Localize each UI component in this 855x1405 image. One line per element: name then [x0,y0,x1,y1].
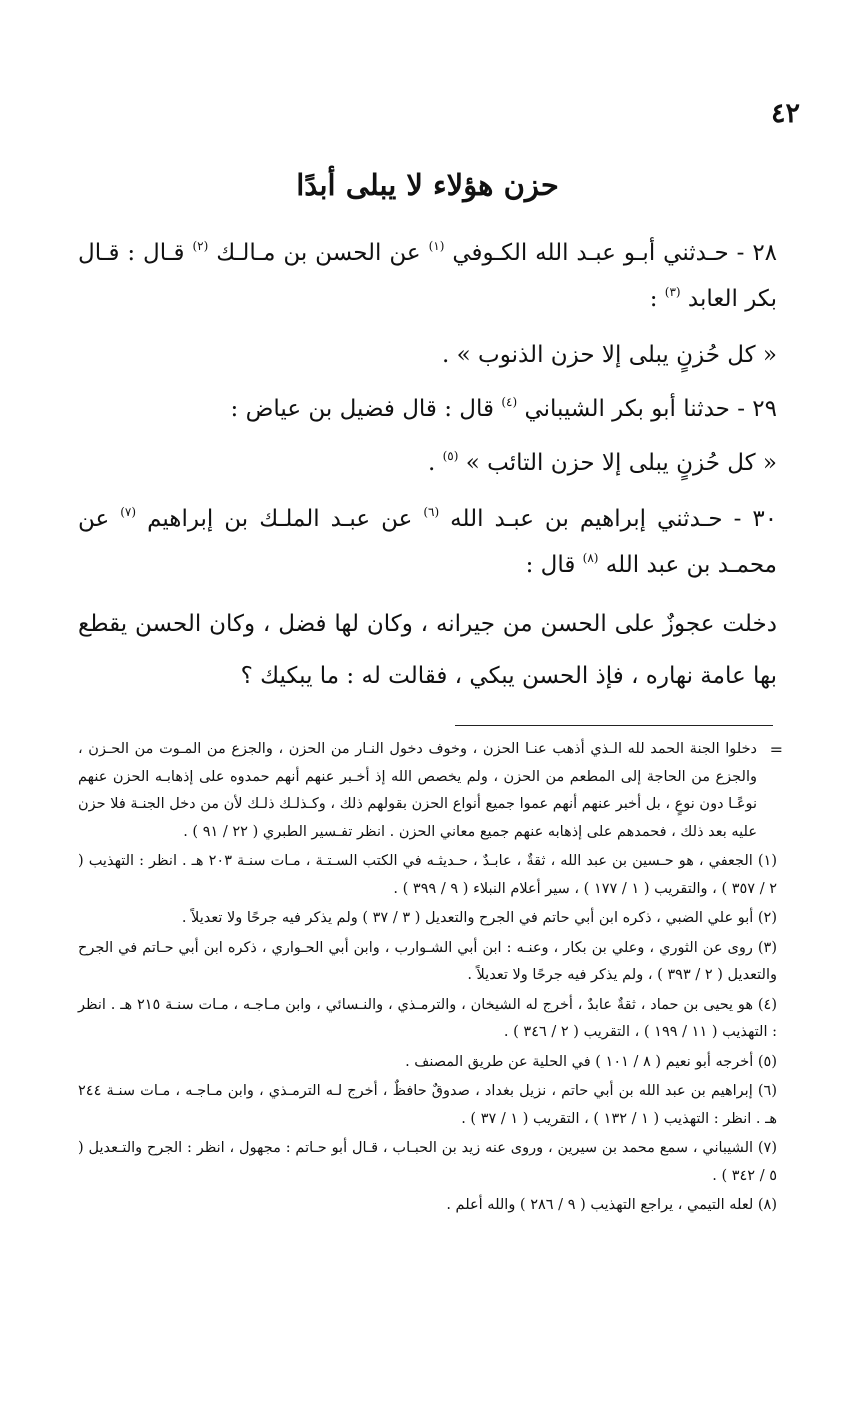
footnote-continuation-text: دخلوا الجنة الحمد لله الـذي أذهب عنـا الحزن ، وخوف دخول النـار من الحزن ، والجزع من المـوت من الحـزن ، والجزع من الحاجة إلى المطعم من الحزن ، ولم يخصص الله إذ أخـبر عنهم أنهم حمدوه على إذهابـه الحزن عنهم نوعًـا دون نوعٍ ، بل أخبر عنهم أنهم عموا جميع أنواع الحزن بقولهم ذلك ، وكـذلـك ذلـك لأن من دخل الجنـة فلا حزن عليه بعد ذلك ، فحمدهم على إذهابه عنهم جميع معاني الحزن . انظر تفـسير الطبري ( ٢٢ / ٩١ ) . [78,741,757,840]
narration-30-text-d: قال : [525,552,576,578]
narration-30-text-c: عن محمـد بن عبد الله [78,506,777,578]
footnote-7: (٧) الشيباني ، سمع محمد بن سيرين ، وروى عنه زيد بن الحبـاب ، قـال أبو حـاتم : مجهول ، انظر : الجرح والتـعديل ( ٥ / ٣٤٢ ) . [78,1140,777,1184]
narration-29-text-b: قال : قال فضيل بن عياض : [230,396,495,422]
narration-28 [78,230,777,322]
footnote-8: (٨) لعله التيمي ، يراجع التهذيب ( ٩ / ٢٨٦ ) والله أعلم . [446,1197,777,1213]
footnote-continuation [78,736,783,846]
footnote-separator [455,725,773,726]
footnote-2: (٢) أبو علي الضبي ، ذكره ابن أبي حاتم في الجرح والتعديل ( ٣ / ٣٧ ) ولم يذكر فيه جرحًا ولا تعديلاً . [181,910,777,926]
narration-28-text-b: عن الحسن بن مـالـك [216,240,421,266]
narration-28-text-c: قـال : قـال بكر العابد [78,240,777,312]
footnote-ref-3: (٣) [664,285,681,299]
footnote-5: (٥) أخرجه أبو نعيم ( ٨ / ١٠١ ) في الحلية عن طريق المصنف . [405,1053,777,1070]
narration-28-text-a: ٢٨ - حـدثني أبـو عبـد الله الكـوفي [452,240,778,266]
footnote-ref-8: (٨) [582,551,599,565]
quote-2 [78,440,777,486]
narration-body: دخلت عجوزٌ على الحسن من جيرانه ، وكان لها فضل ، وكان الحسن يقطع بها عامة نهاره ، فإذ الحسن يبكي ، فقالت له : ما يبكيك ؟ [78,611,777,689]
continuation-mark: = [769,740,783,759]
footnote-4: (٤) هو يحيى بن حماد ، ثقةٌ عابدٌ ، أخرج له الشيخان ، والترمـذي ، والنـسائي ، وابن مـاجـه ، مـات سنـة ٢١٥ هـ . انظر : التهذيب ( ١١ / ١٩٩ ) ، التقريب ( ٢ / ٣٤٦ ) . [78,996,777,1040]
narration-29-text-a: ٢٩ - حدثنا أبو بكر الشيباني [524,396,777,422]
narration-29 [78,386,777,432]
narration-30-text-a: ٣٠ - حـدثني إبراهيم بن عبـد الله [450,506,778,532]
footnote-ref-7: (٧) [120,505,137,519]
narration-28-text-d: : [649,286,658,312]
narration-30-text-b: عن عبـد الملـك بن إبراهيم [147,506,413,532]
page-number: ٤٢ [770,98,800,129]
footnote-ref-5: (٥) [442,449,459,463]
quote-1: « كل حُزنٍ يبلى إلا حزن الذنوب » . [442,342,777,368]
chapter-title: حزن هؤلاء لا يبلى أبدًا [296,168,559,202]
quote-2-end: . [427,450,436,476]
footnote-ref-1: (١) [428,239,445,253]
footnote-6: (٦) إبراهيم بن عبد الله بن أبي حاتم ، نزيل بغداد ، صدوقٌ حافظٌ ، أخرج لـه الترمـذي ، وابن مـاجـه ، مـات سنـة ٢٤٤ هـ . انظر : التهذيب ( ١ / ١٣٢ ) ، التقريب ( ١ / ٣٧ ) . [78,1083,777,1127]
footnotes [78,736,783,1222]
footnote-ref-6: (٦) [423,505,440,519]
quote-2-text: « كل حُزنٍ يبلى إلا حزن التائب » [465,450,777,476]
footnote-1: (١) الجعفي ، هو حـسين بن عبد الله ، ثقةٌ ، عابـدٌ ، حـديثـه في الكتب السـتـة ، مـات سنـة ٢٠٣ هـ . انظر : التهذيب ( ٢ / ٣٥٧ ) ، والتقريب ( ١ / ١٧٧ ) ، سير أعلام النبلاء ( ٩ / ٣٩٩ ) . [78,853,778,897]
footnote-ref-4: (٤) [501,395,518,409]
footnote-ref-2: (٢) [192,239,209,253]
narration-30 [78,496,777,588]
footnote-3: (٣) روى عن الثوري ، وعلي بن بكار ، وعنـه : ابن أبي الشـوارب ، وابن أبي الحـواري ، ذكره ابن أبي حـاتم في الجرح والتعديل ( ٢ / ٣٩٣ ) ، ولم يذكر فيه جرحًا ولا تعديلاً . [78,939,777,983]
